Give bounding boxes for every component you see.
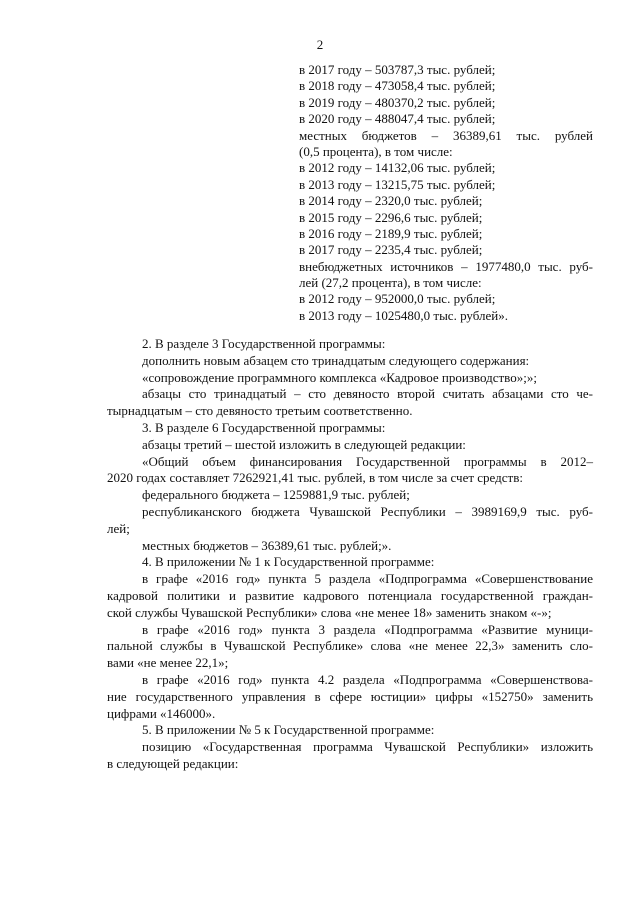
paragraph-line: в графе «2016 год» пункта 4.2 раздела «Подпрограмма «Совершенствова- [142,671,593,687]
paragraph-line: «Общий объем финансирования Государственной программы в 2012– [142,453,593,469]
funding-line: местных бюджетов – 36389,61 тыс. рублей [299,127,593,143]
funding-line: в 2017 году – 2235,4 тыс. рублей; [299,242,483,258]
paragraph-line: 2020 годах составляет 7262921,41 тыс. рублей, в том числе за счет средств: [107,470,523,486]
paragraph-line: цифрами «146000». [107,705,216,721]
page-number: 2 [316,37,324,52]
funding-line: в 2014 году – 2320,0 тыс. рублей; [299,193,483,209]
section-heading: 4. В приложении № 1 к Государственной программе: [142,554,435,570]
paragraph-line: кадровой политики и развитие кадрового потенциала государственной граждан- [107,587,593,603]
paragraph-line: «сопровождение программного комплекса «Кадровое производство»;»; [142,369,537,385]
paragraph-line: федерального бюджета – 1259881,9 тыс. рублей; [142,487,410,503]
funding-line: (0,5 процента), в том числе: [299,143,453,159]
funding-line: в 2020 году – 488047,4 тыс. рублей; [299,111,496,127]
paragraph-line: в графе «2016 год» пункта 5 раздела «Подпрограмма «Совершенствование [142,571,593,587]
funding-line: в 2013 году – 13215,75 тыс. рублей; [299,176,496,192]
paragraph-line: республиканского бюджета Чувашской Республики – 3989169,9 тыс. руб- [142,503,593,519]
paragraph-line: тырнадцатым – сто девяносто третьим соответственно. [107,403,413,419]
section-heading: 5. В приложении № 5 к Государственной программе: [142,722,435,738]
paragraph-line: позицию «Государственная программа Чувашской Республики» изложить [142,739,593,755]
funding-breakdown-column [299,62,593,324]
funding-line: в 2018 году – 473058,4 тыс. рублей; [299,78,496,94]
document-body [107,336,593,773]
paragraph-line: в следующей редакции: [107,755,239,771]
funding-line: в 2016 году – 2189,9 тыс. рублей; [299,225,483,241]
funding-line: в 2017 году – 503787,3 тыс. рублей; [299,62,496,77]
funding-line: в 2012 году – 952000,0 тыс. рублей; [299,291,496,307]
funding-line: в 2019 году – 480370,2 тыс. рублей; [299,94,496,110]
paragraph-line: лей; [107,520,130,536]
paragraph-line: местных бюджетов – 36389,61 тыс. рублей;». [142,537,392,553]
paragraph-line: ской службы Чувашской Республики» слова «не менее 18» заменить знаком «-»; [107,604,552,620]
paragraph-line: дополнить новым абзацем сто тринадцатым следующего содержания: [142,352,530,368]
paragraph-line: пальной службы в Чувашской Республике» слова «не менее 22,3» заменить сло- [107,638,593,654]
funding-line: лей (27,2 процента), в том числе: [299,275,482,291]
paragraph-line: вами «не менее 22,1»; [107,655,229,671]
section-heading: 3. В разделе 6 Государственной программы: [142,419,386,435]
paragraph-line: ние государственного управления в сфере юстиции» цифры «152750» заменить [107,688,593,704]
paragraph-line: абзацы третий – шестой изложить в следующей редакции: [142,436,466,452]
paragraph-line: в графе «2016 год» пункта 3 раздела «Подпрограмма «Развитие муници- [142,621,593,637]
funding-line: в 2012 году – 14132,06 тыс. рублей; [299,160,496,176]
paragraph-line: абзацы сто тринадцатый – сто девяносто второй считать абзацами сто че- [142,386,593,402]
funding-line: внебюджетных источников – 1977480,0 тыс. руб- [299,258,593,274]
section-heading: 2. В разделе 3 Государственной программы: [142,336,386,351]
funding-line: в 2015 году – 2296,6 тыс. рублей; [299,209,483,225]
funding-line: в 2013 году – 1025480,0 тыс. рублей». [299,307,508,323]
